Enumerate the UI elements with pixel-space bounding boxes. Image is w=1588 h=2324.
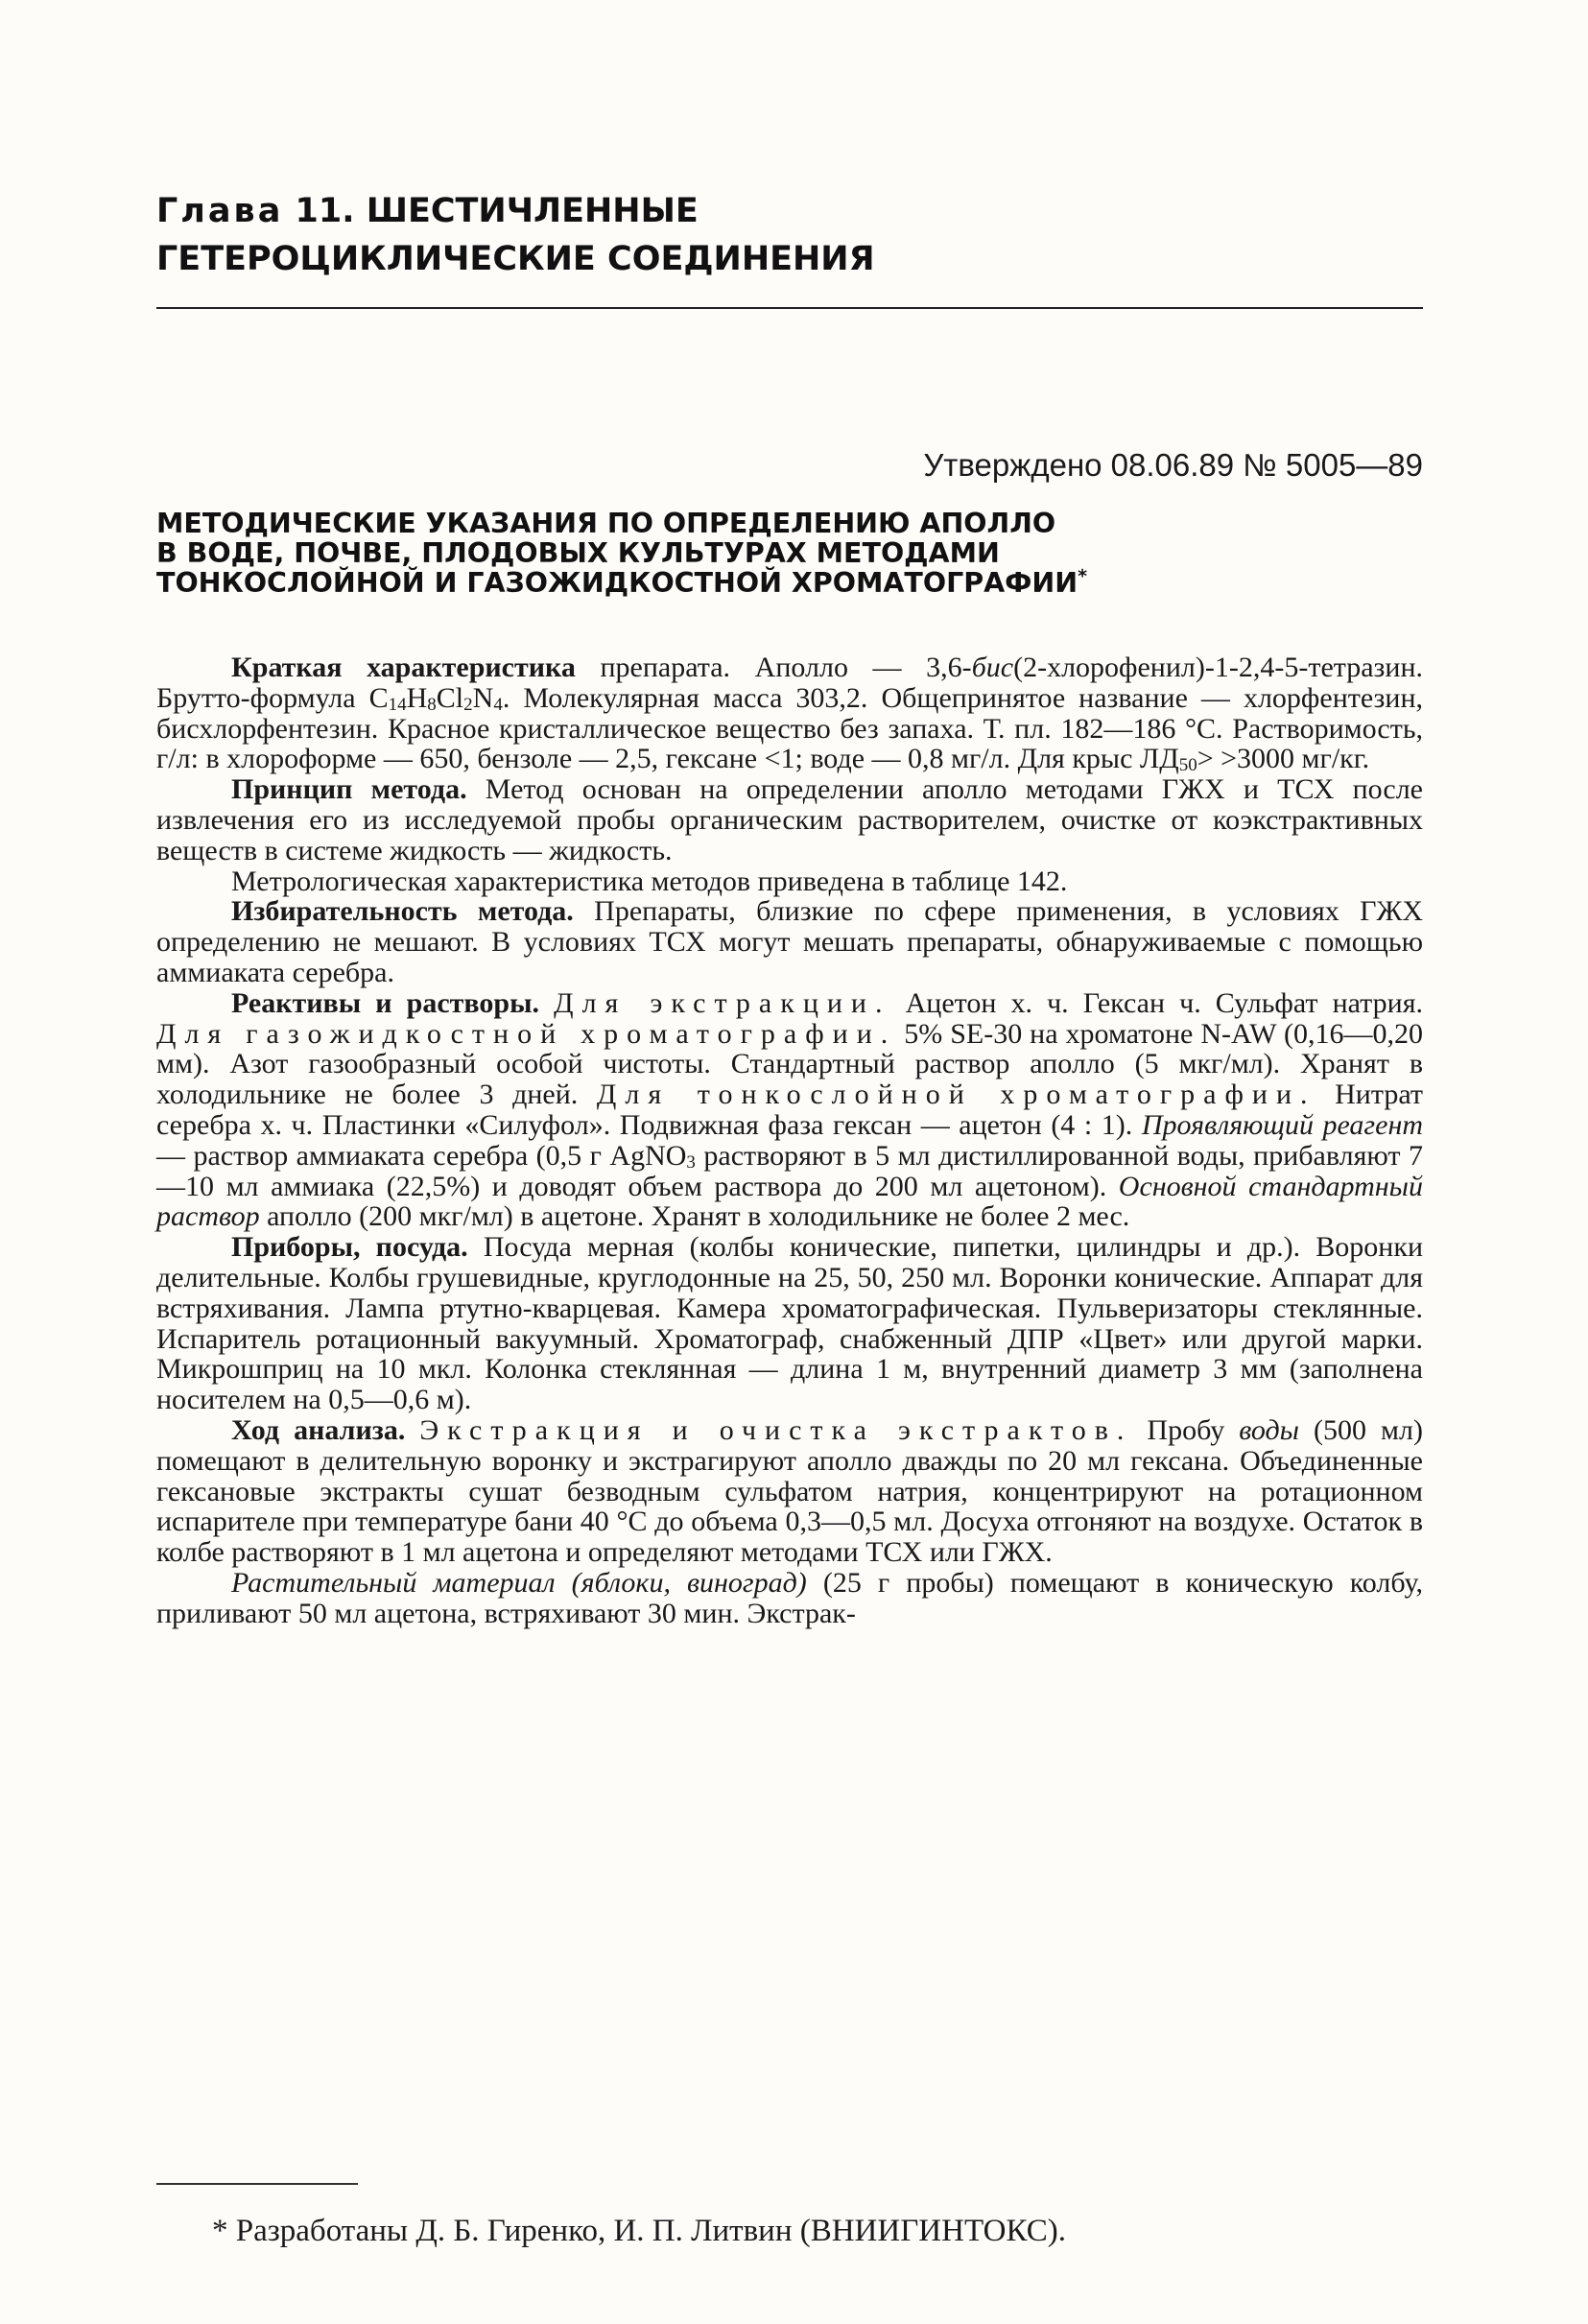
chapter-title — [156, 187, 1423, 283]
body-text — [156, 652, 1423, 1629]
footnote: * Разработаны Д. Б. Гиренко, И. П. Литвин (ВНИИГИНТОКС). — [212, 2214, 1066, 2248]
heading-line3: ТОНКОСЛОЙНОЙ И ГАЗОЖИДКОСТНОЙ ХРОМАТОГРАФИИ — [156, 567, 1078, 599]
chapter-divider — [156, 307, 1423, 309]
chapter-number: 11. — [295, 192, 355, 230]
footnote-divider — [156, 2183, 358, 2185]
paragraph-equipment: Приборы, посуда. Посуда мерная (колбы конические, пипетки, цилиндры и др.). Воронки делительные. Колбы грушевидные, круглодонные на 25, 50, 250 мл. Воронки конические. Аппарат для встряхивания. Лампа ртутно-кварцевая. Камера хроматографическая. Пульверизаторы стеклянные. Испаритель ротационный вакуумный. Хроматограф, снабженный ДПР «Цвет» или другой марки. Микрошприц на 10 мкл. Колонка стеклянная — длина 1 м, внутренний диаметр 3 мм (заполнена носителем на 0,5—0,6 м). — [156, 1231, 1423, 1416]
document-heading — [156, 509, 1423, 598]
paragraph-reagents: Реактивы и растворы. Для экстракции. Ацетон х. ч. Гексан ч. Сульфат натрия. Для газожидкостной хроматографии. 5% SE-30 на хроматоне N-AW (0,16—0,20 мм). Азот газообразный особой чистоты. Стандартный раствор аполло (5 мкг/мл). Хранят в холодильнике не более 3 дней. Для тонкослойной хроматографии. Нитрат серебра х. ч. Пластинки «Силуфол». Подвижная фаза гексан — ацетон (4 : 1). Проявляющий реагент — раствор аммиаката серебра (0,5 г AgNO$_3$ растворяют в 5 мл дистиллированной воды, прибавляют 7—10 мл аммиака (22,5%) и доводят объем раствора до 200 мл ацетоном). Основной стандартный раствор аполло (200 мкг/мл) в ацетоне. Хранят в холодильнике не более 2 мес. — [156, 986, 1424, 1233]
paragraph-plant-material: Растительный материал (яблоки, виноград) (25 г пробы) помещают в коническую колбу, приливают 50 мл ацетона, встряхивают 30 мин. Экстрак- — [156, 1566, 1423, 1629]
heading-line2: В ВОДЕ, ПОЧВЕ, ПЛОДОВЫХ КУЛЬТУРАХ МЕТОДАМИ — [156, 537, 1000, 569]
paragraph-selectivity: Избирательность метода. Препараты, близкие по сфере применения, в условиях ГЖХ определению не мешают. В условиях ТСХ могут мешать препараты, обнаруживаемые с помощью аммиаката серебра. — [156, 895, 1423, 988]
document-page — [156, 0, 1423, 2324]
paragraph-metrology: Метрологическая характеристика методов приведена в таблице 142. — [231, 865, 1068, 897]
heading-line1: МЕТОДИЧЕСКИЕ УКАЗАНИЯ ПО ОПРЕДЕЛЕНИЮ АПОЛЛО — [156, 508, 1056, 539]
chapter-title-line1: ШЕСТИЧЛЕННЫЕ — [366, 192, 699, 230]
paragraph-principle: Принцип метода. Метод основан на определении аполло методами ГЖХ и ТСХ после извлечения его из исследуемой пробы органическим растворителем, очистке от коэкстрактивных веществ в системе жидкость — жидкость. — [156, 773, 1423, 866]
paragraph-procedure: Ход анализа. Экстракция и очистка экстрактов. Пробу воды (500 мл) помещают в делительную воронку и экстрагируют аполло дважды по 20 мл гексана. Объединенные гексановые экстракты сушат безводным сульфатом натрия, концентрируют на ротационном испарителе при температуре бани 40 °С до объема 0,3—0,5 мл. Досуха отгоняют на воздухе. Остаток в колбе растворяют в 1 мл ацетона и определяют методами ТСХ или ГЖХ. — [156, 1413, 1423, 1569]
footnote-mark: * — [1078, 565, 1088, 587]
chapter-title-line2: ГЕТЕРОЦИКЛИЧЕСКИЕ СОЕДИНЕНИЯ — [156, 240, 875, 278]
paragraph-characteristics: Краткая характеристика препарата. Аполло — 3,6-бис(2-хлорофенил)-1-2,4-5-тетразин. Брутто-формула $C_{14}H_8Cl_2N_4$. Молекулярная масса 303,2. Общепринятое название — хлорфентезин, бисхлорфентезин. Красное кристаллическое вещество без запаха. Т. пл. 182—186 °С. Растворимость, г/л: в хлороформе — 650, бензоле — 2,5, гексане <1; воде — 0,8 мг/л. Для крыс $ЛД_{50}> >3000$ мг/кг. — [156, 652, 1424, 776]
chapter-word: Глава — [156, 192, 284, 230]
approval-stamp: Утверждено 08.06.89 № 5005—89 — [923, 447, 1423, 483]
